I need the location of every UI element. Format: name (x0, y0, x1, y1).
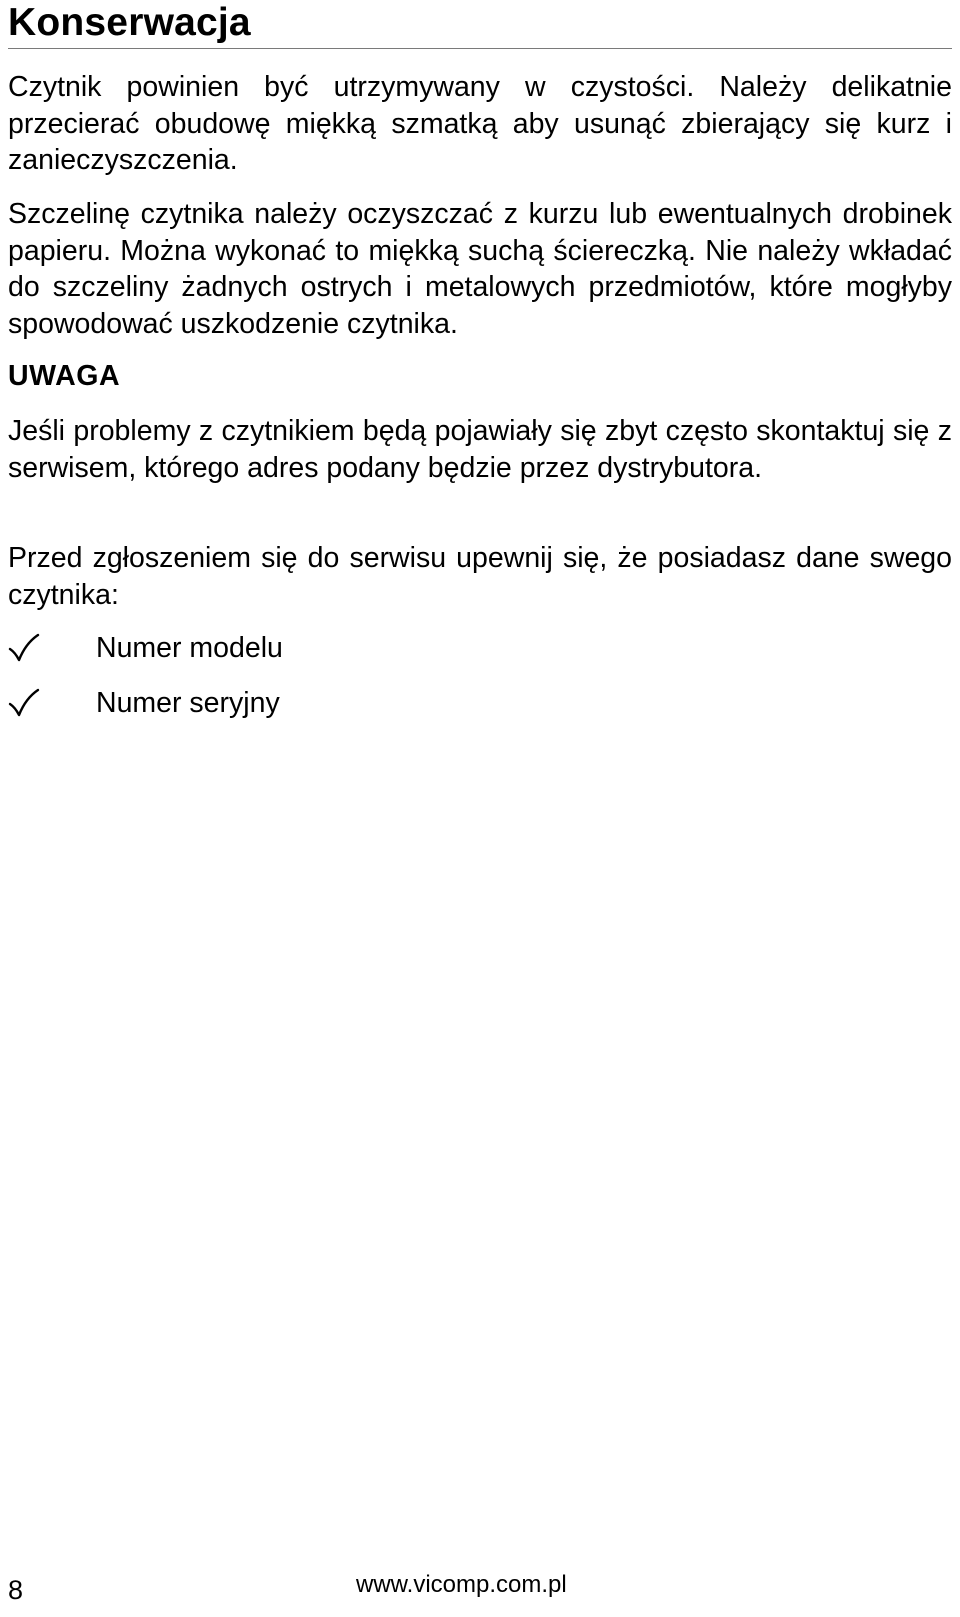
checklist-label: Numer seryjny (96, 687, 280, 719)
reader-info-checklist (8, 630, 608, 740)
title-divider (8, 48, 952, 49)
paragraph-before-service: Przed zgłoszeniem się do serwisu upewnij się, że posiadasz dane swego czytnika: (8, 542, 952, 611)
page-title: Konserwacja (8, 1, 251, 44)
paragraph-cleaning: Czytnik powinien być utrzymywany w czystości. Należy delikatnie przecierać obudowę miękką szmatką aby usunąć zbierający się kurz i zanieczyszczenia. (8, 71, 952, 176)
list-item (8, 630, 608, 666)
paragraph-slot-cleaning: Szczelinę czytnika należy oczyszczać z kurzu lub ewentualnych drobinek papieru. Można wykonać to miękką suchą ściereczką. Nie należy wkładać do szczeliny żadnych ostrych i metalowych przedmiotów, które mogłyby spowodować uszkodzenie czytnika. (8, 198, 952, 340)
note-heading: UWAGA (8, 360, 121, 392)
footer-website-link[interactable]: www.vicomp.com.pl (356, 1571, 567, 1598)
checkmark-icon (8, 688, 40, 718)
page-number: 8 (8, 1575, 24, 1605)
list-item (8, 685, 608, 721)
paragraph-service: Jeśli problemy z czytnikiem będą pojawiały się zbyt często skontaktuj się z serwisem, którego adres podany będzie przez dystrybutora. (8, 415, 952, 484)
checklist-label: Numer modelu (96, 632, 283, 664)
checkmark-icon (8, 633, 40, 663)
